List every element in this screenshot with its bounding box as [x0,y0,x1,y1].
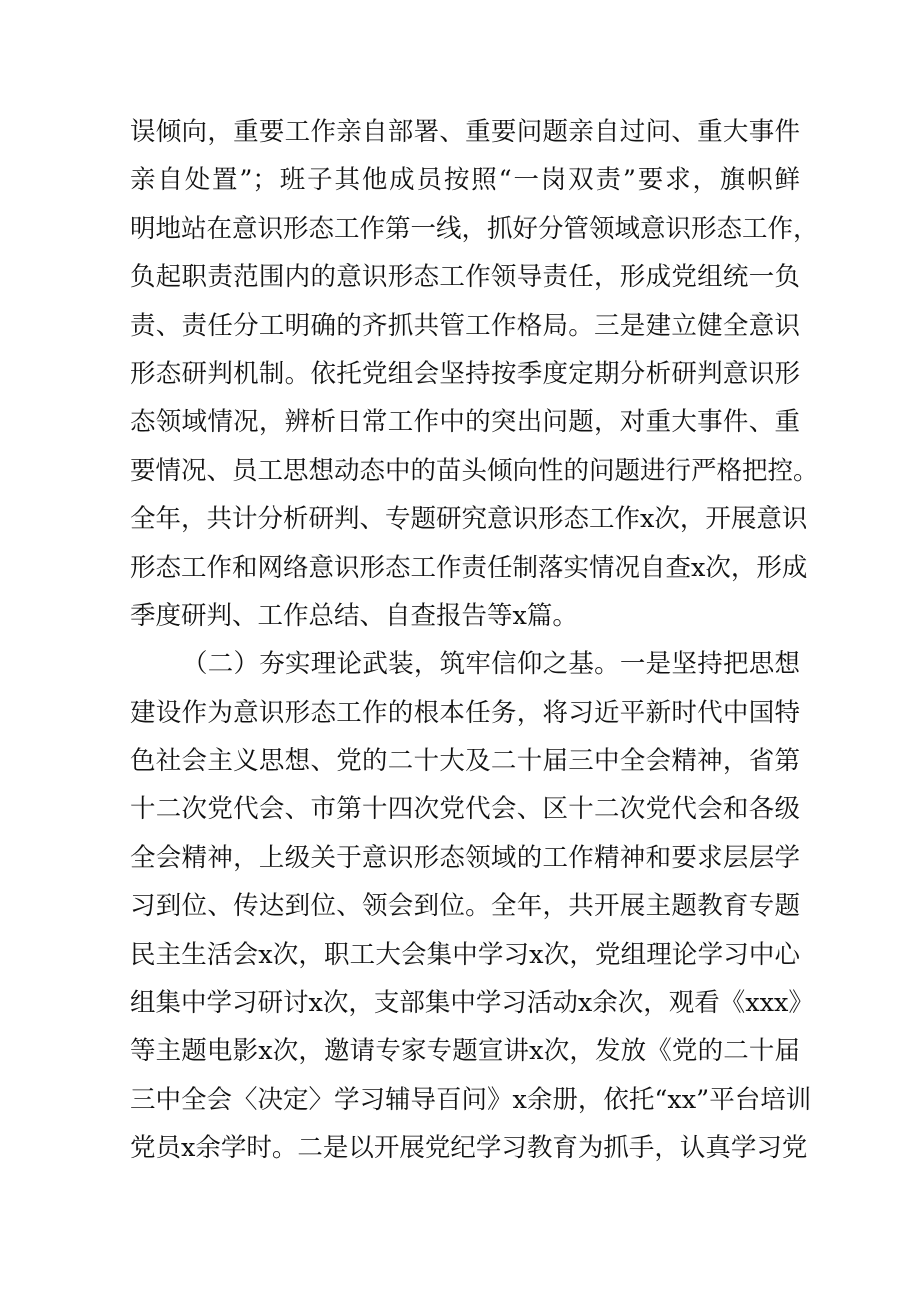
text-line: 态领域情况，辨析日常工作中的突出问题，对重大事件、重 [130,407,800,438]
text-line: 误倾向，重要工作亲自部署、重要问题亲自过问、重大事件 [130,117,800,147]
text-line: 党员x余学时。二是以开展党纪学习教育为抓手，认真学习党 [130,1133,808,1164]
text-line: 季度研判、工作总结、自查报告等x篇。 [130,600,578,631]
text-line: 要情况、员工思想动态中的苗头倾向性的问题进行严格把控。 [130,455,819,486]
text-line: 形态研判机制。依托党组会坚持按季度定期分析研判意识形 [130,358,800,389]
text-line: 明地站在意识形态工作第一线，抓好分管领域意识形态工作， [130,213,819,244]
text-line: 形态工作和网络意识形态工作责任制落实情况自查x次，形成 [130,552,808,583]
text-line: 负起职责范围内的意识形态工作领导责任，形成党组统一负 [130,262,800,293]
text-line: 十二次党代会、市第十四次党代会、区十二次党代会和各级 [130,794,800,825]
text-line: 习到位、传达到位、领会到位。全年，共开展主题教育专题 [130,891,800,922]
section-heading-line: （二）夯实理论武装，筑牢信仰之基。一是坚持把思想 [182,649,800,680]
text-line: 民主生活会x次，职工大会集中学习x次，党组理论学习中心 [130,939,800,970]
text-line: 全年，共计分析研判、专题研究意识形态工作x次，开展意识 [130,504,808,535]
text-line: 色社会主义思想、党的二十大及二十届三中全会精神，省第 [130,746,800,777]
text-line: 组集中学习研讨x次，支部集中学习活动x余次，观看《xxx》 [130,988,814,1019]
text-line: 全会精神，上级关于意识形态领域的工作精神和要求层层学 [130,842,800,873]
text-line: 亲自处置”；班子其他成员按照“一岗双责”要求，旗帜鲜 [130,165,800,196]
text-line: 建设作为意识形态工作的根本任务，将习近平新时代中国特 [130,697,800,728]
text-line: 等主题电影x次，邀请专家专题宣讲x次，发放《党的二十届 [130,1036,800,1067]
text-line: 责、责任分工明确的齐抓共管工作格局。三是建立健全意识 [130,310,800,341]
text-line: 三中全会〈决定〉学习辅导百问》x余册，依托“xx”平台培训 [130,1084,812,1115]
body-text [130,108,819,1173]
